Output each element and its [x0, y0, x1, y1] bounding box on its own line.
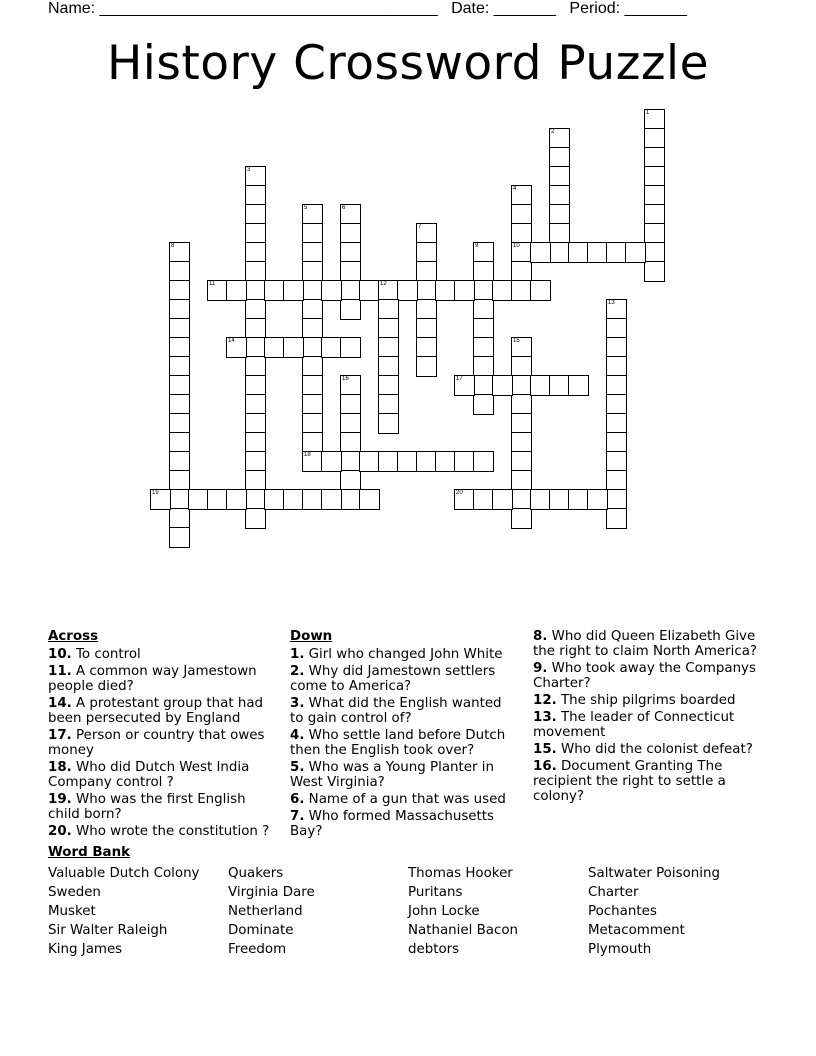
crossword-cell[interactable]	[549, 242, 570, 263]
crossword-cell[interactable]	[207, 280, 228, 301]
clue-number: 9.	[533, 661, 548, 676]
crossword-cell[interactable]	[245, 356, 266, 377]
crossword-cell[interactable]	[283, 280, 304, 301]
crossword-cell[interactable]	[245, 166, 266, 187]
word-bank-item: John Locke	[408, 904, 480, 919]
clue-number-label: 12	[380, 281, 387, 287]
crossword-cell[interactable]	[283, 489, 304, 510]
crossword-cell[interactable]	[188, 489, 209, 510]
crossword-cell[interactable]	[169, 242, 190, 263]
crossword-cell[interactable]	[321, 489, 342, 510]
clue-number: 4.	[290, 728, 305, 743]
crossword-cell[interactable]	[245, 375, 266, 396]
crossword-cell[interactable]	[245, 432, 266, 453]
crossword-cell[interactable]	[245, 508, 266, 529]
clue-text: Person or country that owes money	[48, 728, 265, 758]
crossword-cell[interactable]	[511, 451, 532, 472]
crossword-cell[interactable]	[606, 413, 627, 434]
crossword-cell[interactable]	[511, 204, 532, 225]
clue-number: 2.	[290, 664, 305, 679]
down-clues	[290, 629, 515, 841]
clue-item	[48, 647, 273, 662]
clue-number-label: 20	[456, 490, 463, 496]
word-bank-item: Metacomment	[588, 923, 685, 938]
crossword-cell[interactable]	[568, 242, 589, 263]
word-bank-item: Freedom	[228, 942, 287, 957]
clue-text: Who did Queen Elizabeth Give the right to claim North America?	[533, 629, 758, 659]
crossword-cell[interactable]	[511, 223, 532, 244]
crossword-cell[interactable]	[473, 375, 494, 396]
crossword-cell[interactable]	[150, 489, 171, 510]
crossword-cell[interactable]	[416, 337, 437, 358]
crossword-cell[interactable]	[511, 508, 532, 529]
clue-number: 20.	[48, 824, 72, 839]
crossword-cell[interactable]	[416, 451, 437, 472]
crossword-cell[interactable]	[511, 470, 532, 491]
crossword-cell[interactable]	[169, 508, 190, 529]
crossword-cell[interactable]	[473, 356, 494, 377]
name-blank[interactable]: ______________________________________	[99, 0, 438, 17]
crossword-cell[interactable]	[473, 261, 494, 282]
clue-item	[48, 696, 273, 726]
crossword-cell[interactable]	[378, 413, 399, 434]
crossword-cell[interactable]	[302, 394, 323, 415]
clue-text: Who settle land before Dutch then the English took over?	[290, 728, 506, 758]
date-blank[interactable]: _______	[493, 0, 557, 17]
crossword-cell[interactable]	[245, 204, 266, 225]
crossword-cell[interactable]	[340, 413, 361, 434]
crossword-cell[interactable]	[340, 451, 361, 472]
clue-number-label: 19	[152, 490, 159, 496]
crossword-cell[interactable]	[378, 451, 399, 472]
clue-number: 19.	[48, 792, 72, 807]
clue-text: A protestant group that had been persecuted by England	[48, 696, 264, 726]
clue-number-label: 4	[513, 186, 517, 192]
crossword-cell[interactable]	[473, 337, 494, 358]
crossword-cell[interactable]	[568, 489, 589, 510]
crossword-cell[interactable]	[340, 394, 361, 415]
crossword-cell[interactable]	[492, 280, 513, 301]
clue-text: The leader of Connecticut movement	[533, 710, 735, 740]
crossword-cell[interactable]	[302, 261, 323, 282]
crossword-cell[interactable]	[606, 432, 627, 453]
name-label: Name:	[48, 0, 96, 17]
clue-text: What did the English wanted to gain control of?	[290, 696, 502, 726]
clue-number: 1.	[290, 647, 305, 662]
crossword-cell[interactable]	[511, 185, 532, 206]
crossword-cell[interactable]	[606, 299, 627, 320]
clue-text: Who was a Young Planter in West Virginia?	[290, 760, 494, 790]
crossword-cell[interactable]	[378, 280, 399, 301]
crossword-cell[interactable]	[169, 394, 190, 415]
crossword-cell[interactable]	[245, 394, 266, 415]
clue-number: 8.	[533, 629, 548, 644]
crossword-cell[interactable]	[245, 470, 266, 491]
crossword-cell[interactable]	[340, 242, 361, 263]
crossword-cell[interactable]	[169, 470, 190, 491]
crossword-cell[interactable]	[606, 394, 627, 415]
period-label: Period:	[569, 0, 621, 17]
crossword-cell[interactable]	[587, 242, 608, 263]
crossword-cell[interactable]	[245, 280, 266, 301]
crossword-cell[interactable]	[606, 489, 627, 510]
clue-item	[533, 661, 763, 691]
word-bank-item: Charter	[588, 885, 639, 900]
crossword-cell[interactable]	[587, 489, 608, 510]
across-clues	[48, 629, 273, 841]
clue-number-label: 10	[513, 243, 520, 249]
clue-number-label: 16	[342, 376, 349, 382]
clue-number: 6.	[290, 792, 305, 807]
down-heading: Down	[290, 629, 333, 644]
word-bank-item: debtors	[408, 942, 460, 957]
word-bank-item: Saltwater Poisoning	[588, 866, 720, 881]
crossword-cell[interactable]	[416, 261, 437, 282]
crossword-cell[interactable]	[511, 337, 532, 358]
crossword-cell[interactable]	[549, 223, 570, 244]
crossword-cell[interactable]	[473, 299, 494, 320]
crossword-cell[interactable]	[397, 280, 418, 301]
crossword-cell[interactable]	[226, 337, 247, 358]
word-bank-item: Puritans	[408, 885, 463, 900]
clue-number-label: 1	[646, 110, 650, 116]
word-bank-item: Virginia Dare	[228, 885, 315, 900]
crossword-cell[interactable]	[302, 223, 323, 244]
clue-item	[533, 710, 763, 740]
crossword-cell[interactable]	[644, 204, 665, 225]
crossword-cell[interactable]	[340, 204, 361, 225]
crossword-cell[interactable]	[454, 375, 475, 396]
crossword-cell[interactable]	[549, 147, 570, 168]
crossword-cell[interactable]	[340, 337, 361, 358]
clue-number: 17.	[48, 728, 72, 743]
word-bank-item: Quakers	[228, 866, 284, 881]
clue-text: Who was the first English child born?	[48, 792, 246, 822]
crossword-cell[interactable]	[511, 261, 532, 282]
crossword-cell[interactable]	[473, 489, 494, 510]
crossword-cell[interactable]	[644, 242, 665, 263]
crossword-cell[interactable]	[169, 261, 190, 282]
crossword-cell[interactable]	[568, 375, 589, 396]
clue-number: 10.	[48, 647, 72, 662]
crossword-cell[interactable]	[606, 318, 627, 339]
crossword-cell[interactable]	[473, 451, 494, 472]
clue-text: The ship pilgrims boarded	[561, 693, 736, 708]
clue-number-label: 18	[304, 452, 311, 458]
crossword-cell[interactable]	[169, 489, 190, 510]
clue-number: 14.	[48, 696, 72, 711]
clue-item	[290, 728, 515, 758]
clue-number: 12.	[533, 693, 557, 708]
clue-number-label: 14	[228, 338, 235, 344]
crossword-cell[interactable]	[245, 337, 266, 358]
crossword-cell[interactable]	[416, 356, 437, 377]
clue-number: 13.	[533, 710, 557, 725]
clue-item	[48, 664, 273, 694]
crossword-cell[interactable]	[245, 451, 266, 472]
clue-number-label: 5	[304, 205, 308, 211]
crossword-cell[interactable]	[530, 280, 551, 301]
crossword-cell[interactable]	[340, 299, 361, 320]
crossword-cell[interactable]	[492, 375, 513, 396]
clue-number-label: 11	[209, 281, 216, 287]
crossword-cell[interactable]	[606, 242, 627, 263]
clue-number: 15.	[533, 742, 557, 757]
crossword-cell[interactable]	[169, 299, 190, 320]
crossword-cell[interactable]	[302, 375, 323, 396]
clue-number-label: 7	[418, 224, 422, 230]
crossword-cell[interactable]	[321, 280, 342, 301]
clue-text: Girl who changed John White	[308, 647, 503, 662]
crossword-cell[interactable]	[473, 394, 494, 415]
crossword-cell[interactable]	[169, 280, 190, 301]
clue-item	[48, 792, 273, 822]
crossword-cell[interactable]	[378, 299, 399, 320]
crossword-cell[interactable]	[644, 261, 665, 282]
crossword-cell[interactable]	[245, 223, 266, 244]
crossword-cell[interactable]	[644, 109, 665, 130]
crossword-cell[interactable]	[302, 242, 323, 263]
crossword-cell[interactable]	[169, 451, 190, 472]
crossword-cell[interactable]	[644, 185, 665, 206]
clue-number: 5.	[290, 760, 305, 775]
crossword-cell[interactable]	[321, 451, 342, 472]
crossword-cell[interactable]	[340, 261, 361, 282]
crossword-cell[interactable]	[549, 166, 570, 187]
crossword-cell[interactable]	[473, 318, 494, 339]
crossword-cell[interactable]	[302, 318, 323, 339]
crossword-cell[interactable]	[492, 489, 513, 510]
word-bank-column-2	[228, 864, 315, 959]
crossword-cell[interactable]	[169, 375, 190, 396]
crossword-cell[interactable]	[416, 223, 437, 244]
word-bank-item: King James	[48, 942, 123, 957]
crossword-cell[interactable]	[302, 280, 323, 301]
crossword-cell[interactable]	[264, 337, 285, 358]
clue-number-label: 3	[247, 167, 251, 173]
word-bank-item: Pochantes	[588, 904, 657, 919]
clue-item	[533, 742, 763, 757]
word-bank-item: Nathaniel Bacon	[408, 923, 519, 938]
clue-item	[48, 728, 273, 758]
clue-item	[290, 792, 515, 807]
word-bank-column-4	[588, 864, 720, 959]
clue-number-label: 13	[608, 300, 615, 306]
crossword-cell[interactable]	[606, 451, 627, 472]
crossword-cell[interactable]	[302, 413, 323, 434]
crossword-cell[interactable]	[511, 242, 532, 263]
word-bank-item: Musket	[48, 904, 96, 919]
date-label: Date:	[451, 0, 490, 17]
crossword-cell[interactable]	[340, 223, 361, 244]
crossword-cell[interactable]	[530, 489, 551, 510]
crossword-cell[interactable]	[473, 242, 494, 263]
crossword-cell[interactable]	[530, 242, 551, 263]
crossword-cell[interactable]	[245, 489, 266, 510]
crossword-cell[interactable]	[169, 413, 190, 434]
crossword-cell[interactable]	[625, 242, 646, 263]
crossword-cell[interactable]	[416, 280, 437, 301]
crossword-cell[interactable]	[245, 261, 266, 282]
crossword-cell[interactable]	[454, 451, 475, 472]
crossword-cell[interactable]	[302, 337, 323, 358]
clue-text: Who took away the Companys Charter?	[533, 661, 756, 691]
clue-text: Who did the colonist defeat?	[561, 742, 753, 757]
crossword-cell[interactable]	[378, 394, 399, 415]
crossword-cell[interactable]	[169, 432, 190, 453]
crossword-cell[interactable]	[511, 413, 532, 434]
crossword-cell[interactable]	[606, 508, 627, 529]
crossword-cell[interactable]	[169, 318, 190, 339]
clue-number-label: 8	[171, 243, 175, 249]
across-heading: Across	[48, 629, 99, 644]
word-bank-item: Sir Walter Raleigh	[48, 923, 168, 938]
crossword-cell[interactable]	[416, 242, 437, 263]
crossword-cell[interactable]	[606, 356, 627, 377]
crossword-cell[interactable]	[473, 280, 494, 301]
crossword-cell[interactable]	[226, 280, 247, 301]
crossword-cell[interactable]	[264, 489, 285, 510]
crossword-cell[interactable]	[302, 432, 323, 453]
clue-item	[533, 759, 763, 804]
clue-number: 18.	[48, 760, 72, 775]
clue-number: 7.	[290, 809, 305, 824]
clue-item	[290, 696, 515, 726]
crossword-cell[interactable]	[245, 299, 266, 320]
clue-number-label: 9	[475, 243, 479, 249]
clue-number-label: 2	[551, 129, 555, 135]
crossword-cell[interactable]	[606, 470, 627, 491]
clue-number-label: 17	[456, 376, 463, 382]
clue-text: Why did Jamestown settlers come to America?	[290, 664, 496, 694]
crossword-cell[interactable]	[264, 280, 285, 301]
crossword-cell[interactable]	[435, 451, 456, 472]
clue-text: Document Granting The recipient the right to settle a colony?	[533, 759, 726, 804]
word-bank-column-1	[48, 864, 199, 959]
crossword-cell[interactable]	[549, 185, 570, 206]
crossword-cell[interactable]	[416, 318, 437, 339]
crossword-cell[interactable]	[207, 489, 228, 510]
crossword-cell[interactable]	[340, 375, 361, 396]
crossword-cell[interactable]	[302, 204, 323, 225]
crossword-cell[interactable]	[340, 432, 361, 453]
crossword-cell[interactable]	[511, 432, 532, 453]
word-bank-column-3	[408, 864, 518, 959]
word-bank-item: Netherland	[228, 904, 303, 919]
crossword-cell[interactable]	[302, 299, 323, 320]
clue-item	[48, 760, 273, 790]
crossword-cell[interactable]	[549, 128, 570, 149]
crossword-cell[interactable]	[359, 280, 380, 301]
crossword-cell[interactable]	[606, 375, 627, 396]
clue-number-label: 6	[342, 205, 346, 211]
crossword-cell[interactable]	[245, 185, 266, 206]
crossword-cell[interactable]	[359, 489, 380, 510]
crossword-cell[interactable]	[169, 527, 190, 548]
word-bank-item: Sweden	[48, 885, 101, 900]
clue-number: 3.	[290, 696, 305, 711]
crossword-cell[interactable]	[454, 489, 475, 510]
clue-text: Who did Dutch West India Company control ?	[48, 760, 250, 790]
clue-text: To control	[76, 647, 141, 662]
crossword-cell[interactable]	[549, 489, 570, 510]
clue-item	[290, 664, 515, 694]
crossword-cell[interactable]	[245, 413, 266, 434]
period-blank[interactable]: _______	[624, 0, 687, 17]
word-bank-item: Valuable Dutch Colony	[48, 866, 200, 881]
crossword-cell[interactable]	[511, 394, 532, 415]
crossword-cell[interactable]	[169, 337, 190, 358]
crossword-cell[interactable]	[454, 280, 475, 301]
page-title: History Crossword Puzzle	[106, 36, 710, 91]
crossword-cell[interactable]	[340, 280, 361, 301]
crossword-cell[interactable]	[549, 375, 570, 396]
crossword-cell[interactable]	[283, 337, 304, 358]
crossword-cell[interactable]	[245, 242, 266, 263]
crossword-cell[interactable]	[302, 451, 323, 472]
crossword-cell[interactable]	[644, 166, 665, 187]
crossword-cell[interactable]	[511, 489, 532, 510]
down-clues-continued	[533, 629, 763, 806]
crossword-cell[interactable]	[245, 318, 266, 339]
crossword-cell[interactable]	[226, 489, 247, 510]
clue-number: 11.	[48, 664, 72, 679]
crossword-cell[interactable]	[378, 318, 399, 339]
crossword-cell[interactable]	[321, 337, 342, 358]
crossword-cell[interactable]	[302, 356, 323, 377]
crossword-cell[interactable]	[530, 375, 551, 396]
crossword-cell[interactable]	[397, 451, 418, 472]
clue-text: Who wrote the constitution ?	[76, 824, 270, 839]
crossword-cell[interactable]	[644, 147, 665, 168]
crossword-cell[interactable]	[378, 356, 399, 377]
crossword-cell[interactable]	[302, 489, 323, 510]
crossword-cell[interactable]	[378, 375, 399, 396]
clue-item	[290, 809, 515, 839]
crossword-cell[interactable]	[359, 451, 380, 472]
clue-item	[290, 760, 515, 790]
word-bank-item: Thomas Hooker	[408, 866, 513, 881]
crossword-cell[interactable]	[511, 280, 532, 301]
crossword-cell[interactable]	[416, 299, 437, 320]
word-bank-heading: Word Bank	[48, 845, 131, 860]
clue-item	[48, 824, 273, 839]
crossword-cell[interactable]	[378, 337, 399, 358]
crossword-cell[interactable]	[644, 128, 665, 149]
word-bank-item: Dominate	[228, 923, 294, 938]
clue-text: A common way Jamestown people died?	[48, 664, 257, 694]
clue-item	[533, 693, 763, 708]
crossword-cell[interactable]	[549, 204, 570, 225]
crossword-cell[interactable]	[606, 337, 627, 358]
clue-item	[533, 629, 763, 659]
crossword-cell[interactable]	[644, 223, 665, 244]
clue-item	[290, 647, 515, 662]
crossword-cell[interactable]	[340, 489, 361, 510]
clue-number: 16.	[533, 759, 557, 774]
crossword-cell[interactable]	[511, 375, 532, 396]
crossword-cell[interactable]	[435, 280, 456, 301]
clue-text: Name of a gun that was used	[308, 792, 506, 807]
crossword-cell[interactable]	[169, 356, 190, 377]
crossword-cell[interactable]	[340, 470, 361, 491]
crossword-cell[interactable]	[511, 356, 532, 377]
word-bank-item: Plymouth	[588, 942, 652, 957]
clue-text: Who formed Massachusetts Bay?	[290, 809, 495, 839]
clue-number-label: 15	[513, 338, 520, 344]
